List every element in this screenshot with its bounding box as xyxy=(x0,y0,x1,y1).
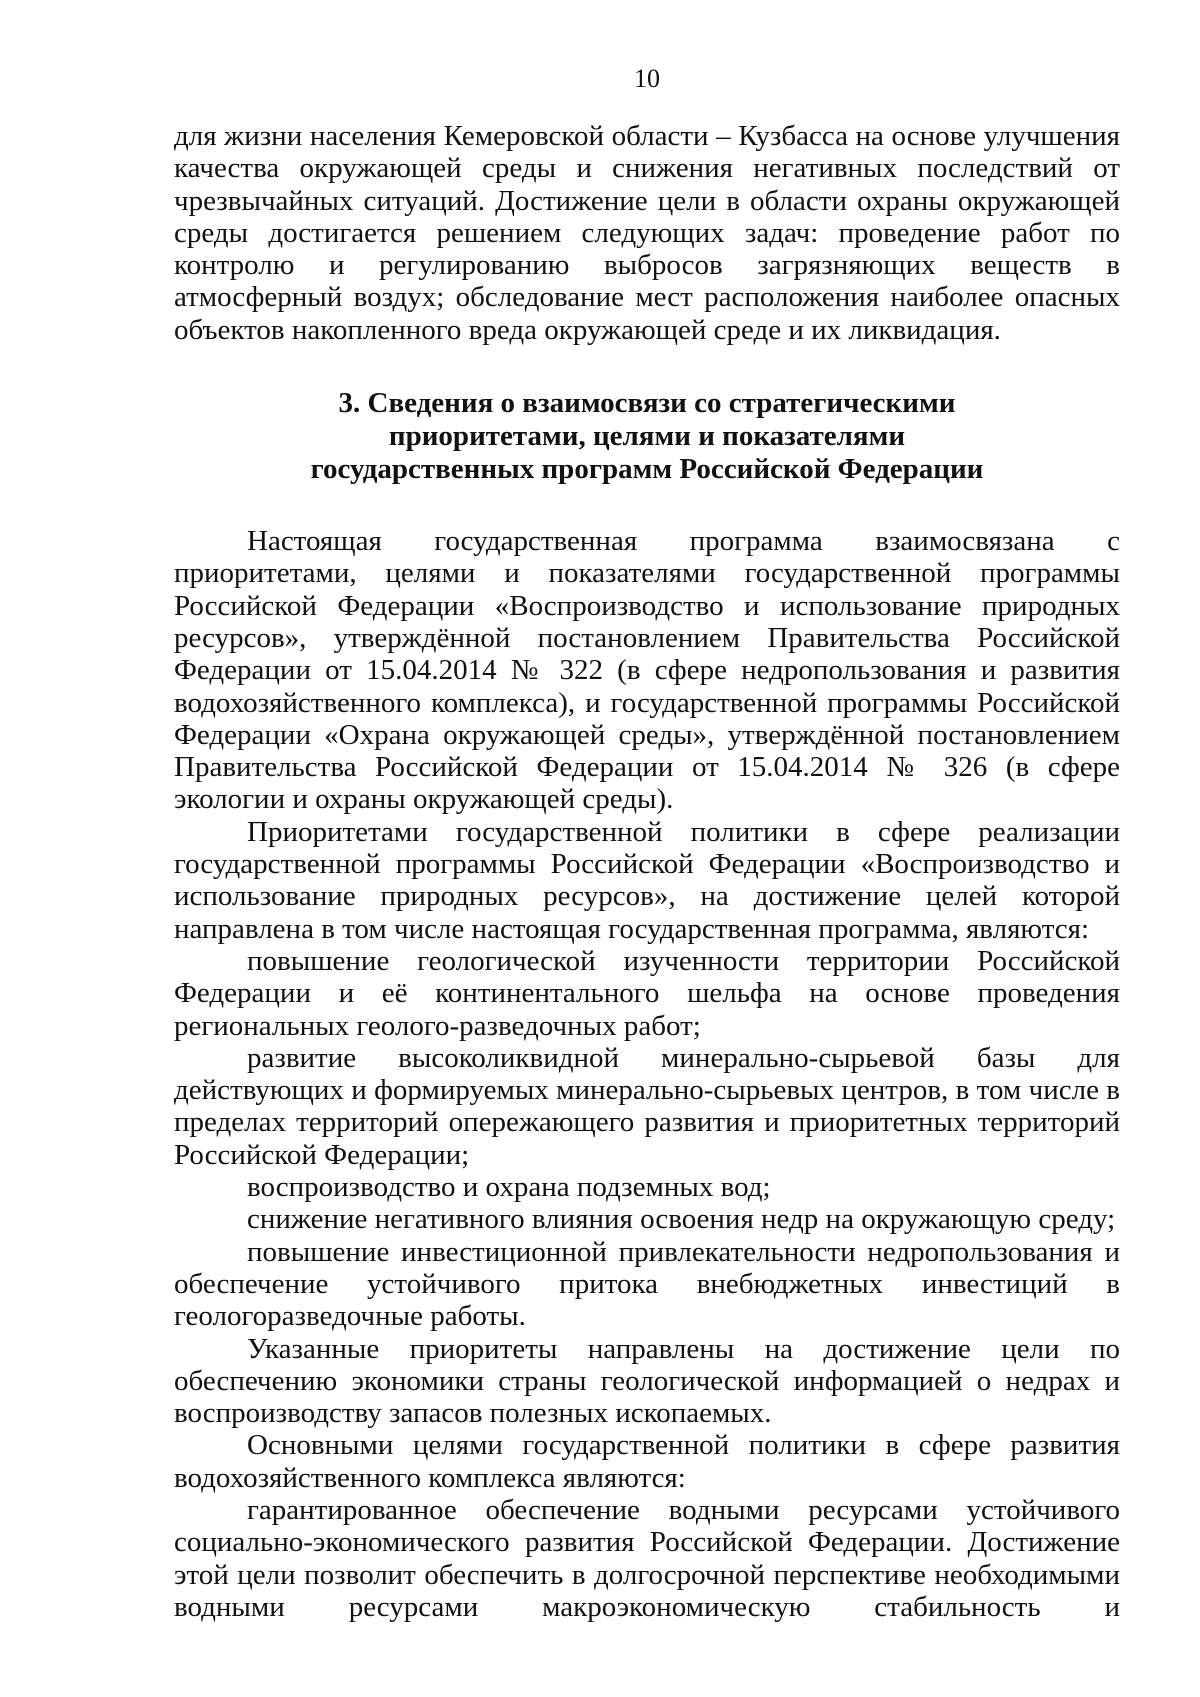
section-title xyxy=(174,387,1120,486)
paragraph-list-item: повышение инвестиционной привлекательности недропользования и обеспечение устойчивого притока внебюджетных инвестиций в геологоразведочные работы. xyxy=(174,1235,1120,1333)
section-title-line-2: приоритетами, целями и показателями xyxy=(388,420,906,453)
paragraph-list-item: воспроизводство и охрана подземных вод; xyxy=(247,1171,771,1204)
section-title-line-3: государственных программ Российской Федерации xyxy=(310,453,984,486)
document-page xyxy=(174,64,1120,1623)
paragraph-priorities-goal: Указанные приоритеты направлены на достижение цели по обеспечению экономики страны геологической информацией о недрах и воспроизводству запасов полезных ископаемых. xyxy=(174,1332,1120,1430)
section-title-line-1: 3. Сведения о взаимосвязи со стратегическими xyxy=(338,387,956,420)
paragraph-intro: для жизни населения Кемеровской области – Кузбасса на основе улучшения качества окружающей среды и снижения негативных последствий от чрезвычайных ситуаций. Достижение цели в области охраны окружающей среды достигается решением следующих задач: проведение работ по контролю и регулированию выбросов загрязняющих веществ в атмосферный воздух; обследование мест расположения наиболее опасных объектов накопленного вреда окружающей среде и их ликвидация. xyxy=(174,120,1120,346)
paragraph-water-goals: Основными целями государственной политики в сфере развития водохозяйственного комплекса являются: xyxy=(174,1429,1120,1494)
page-number: 10 xyxy=(634,64,660,93)
paragraph-list-item: гарантированное обеспечение водными ресурсами устойчивого социально-экономического развития Российской Федерации. Достижение этой цели позволит обеспечить в долгосрочной перспективе необходимыми водными ресурсами макроэкономическую стабильность и xyxy=(174,1493,1120,1623)
paragraph-priorities: Приоритетами государственной политики в сфере реализации государственной программы Российской Федерации «Воспроизводство и использование природных ресурсов», на достижение целей которой направлена в том числе настоящая государственная программа, являются: xyxy=(174,815,1120,945)
paragraph-list-item: повышение геологической изученности территории Российской Федерации и её континентального шельфа на основе проведения региональных геолого-разведочных работ; xyxy=(174,944,1120,1042)
paragraph-list-item: развитие высоколиквидной минерально-сырьевой базы для действующих и формируемых минерально-сырьевых центров, в том числе в пределах территорий опережающего развития и приоритетных территорий Российской Федерации; xyxy=(174,1041,1120,1171)
paragraph-list-item: снижение негативного влияния освоения недр на окружающую среду; xyxy=(247,1203,1116,1236)
paragraph-program-link: Настоящая государственная программа взаимосвязана с приоритетами, целями и показателями государственной программы Российской Федерации «Воспроизводство и использование природных ресурсов», утверждённой постановлением Правительства Российской Федерации от 15.04.2014 № 322 (в сфере недропользования и развития водохозяйственного комплекса), и государственной программы Российской Федерации «Охрана окружающей среды», утверждённой постановлением Правительства Российской Федерации от 15.04.2014 № 326 (в сфере экологии и охраны окружающей среды). xyxy=(174,525,1120,816)
